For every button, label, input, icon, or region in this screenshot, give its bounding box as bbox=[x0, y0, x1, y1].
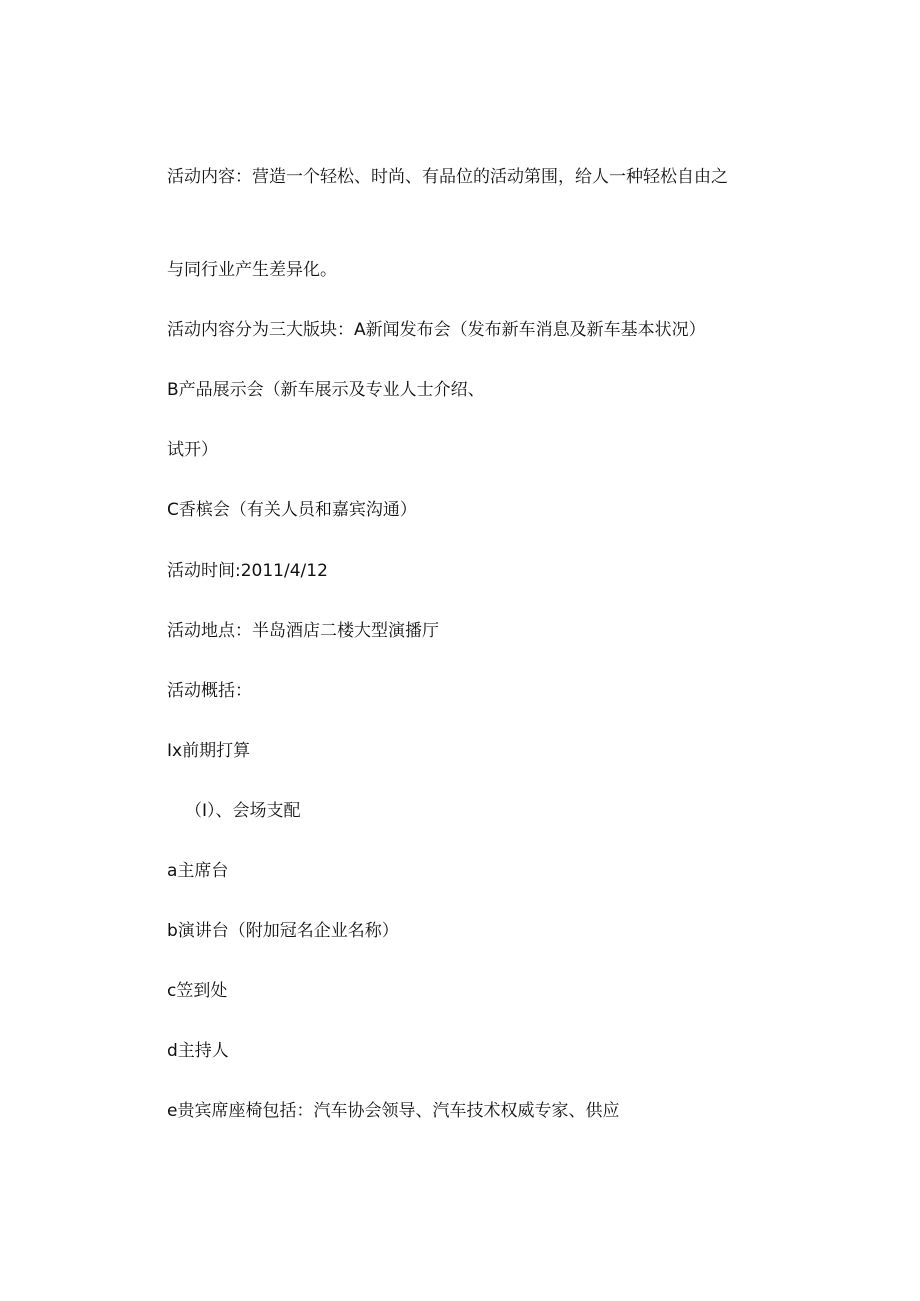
list-item-c: c笠到处 bbox=[167, 981, 228, 1001]
list-item-d: d主持人 bbox=[167, 1041, 229, 1061]
list-item-a: a主席台 bbox=[167, 861, 229, 881]
activity-time-line: 活动时间:2011/4/12 bbox=[167, 561, 328, 581]
list-item-b: b演讲台（附加冠名企业名称） bbox=[167, 921, 399, 941]
list-item-e: e贵宾席座椅包括：汽车协会领导、汽车技术权威专家、供应 bbox=[167, 1101, 620, 1121]
section-b-line: B产品展示会（新车展示及专业人士介绍、 bbox=[167, 380, 485, 400]
activity-summary-heading: 活动概括： bbox=[167, 681, 252, 701]
venue-arrangement-heading: （I）、会场支配 bbox=[185, 801, 301, 821]
differentiation-line: 与同行业产生差异化。 bbox=[167, 260, 337, 280]
activity-sections-line: 活动内容分为三大版块：A新闻发布会（发布新车消息及新车基本状况） bbox=[167, 320, 706, 340]
section-b-continued-line: 试开） bbox=[167, 440, 218, 460]
preparation-heading: Ix前期打算 bbox=[167, 741, 251, 761]
activity-location-line: 活动地点：半岛酒店二楼大型演播厅 bbox=[167, 621, 439, 641]
section-c-line: C香槟会（有关人员和嘉宾沟通） bbox=[167, 500, 417, 520]
activity-content-line: 活动内容：营造一个轻松、时尚、有品位的活动第围，给人一种轻松自由之 bbox=[167, 167, 728, 187]
